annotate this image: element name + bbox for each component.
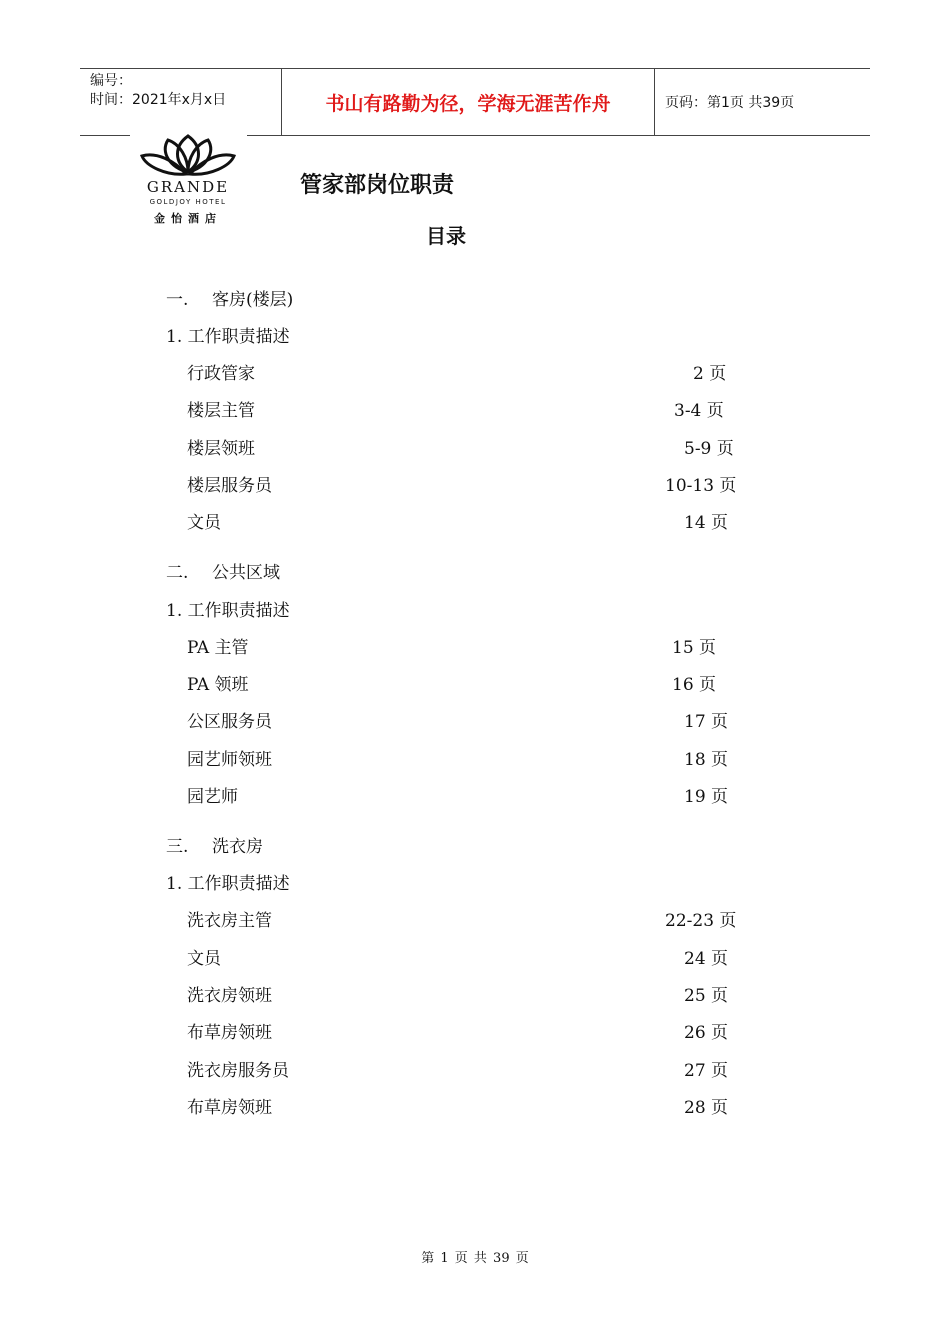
toc-item-label[interactable]: 楼层服务员 (187, 476, 272, 496)
header-motto: 书山有路勤为径，学海无涯苦作舟 (325, 92, 611, 115)
section-number: 一. (166, 290, 189, 310)
toc-item-label[interactable]: 文员 (187, 949, 221, 969)
toc-item-page: 5-9 页 (684, 439, 734, 459)
section-title: 公共区域 (212, 563, 280, 583)
section-title: 洗衣房 (212, 837, 263, 857)
section-number: 三. (166, 837, 189, 857)
header-page-info: 页码：第1页 共39页 (665, 95, 795, 111)
toc-item-label[interactable]: 文员 (187, 513, 221, 533)
toc-item-label[interactable]: 洗衣房服务员 (187, 1061, 289, 1081)
toc-item-label[interactable]: PA 主管 (187, 638, 249, 658)
toc-item-page: 25 页 (684, 986, 729, 1006)
toc-item-label[interactable]: 园艺师领班 (187, 750, 272, 770)
toc-item-page: 10-13 页 (665, 476, 737, 496)
page-footer: 第 1 页 共 39 页 (421, 1251, 529, 1266)
logo-subtitle: GOLDJOY HOTEL (149, 198, 227, 206)
toc-section (166, 832, 263, 857)
section-number: 二. (166, 563, 189, 583)
section-title: 客房(楼层) (212, 290, 294, 310)
toc-item-label[interactable]: 公区服务员 (187, 712, 272, 732)
toc-item-page: 15 页 (672, 638, 717, 658)
time-label: 时间：2021年x月x日 (90, 92, 227, 108)
toc-item-page: 14 页 (684, 513, 729, 533)
toc-item-label[interactable]: 洗衣房领班 (187, 986, 272, 1006)
logo-wordmark: GRANDE (146, 178, 230, 196)
toc-subheading: 1. 工作职责描述 (166, 601, 290, 621)
logo-chinese-name: 金怡酒店 (154, 212, 222, 225)
toc-item-label[interactable]: 行政管家 (187, 364, 255, 384)
toc-item-label[interactable]: 楼层领班 (187, 439, 255, 459)
toc-item-page: 26 页 (684, 1023, 729, 1043)
toc-item-label[interactable]: 楼层主管 (187, 401, 255, 421)
toc-item-label[interactable]: 园艺师 (187, 787, 238, 807)
toc-subheading: 1. 工作职责描述 (166, 327, 290, 347)
serial-label: 编号： (90, 73, 132, 89)
document-title: 管家部岗位职责 (300, 173, 455, 198)
toc-section (166, 285, 293, 310)
toc-item-label[interactable]: 布草房领班 (187, 1023, 272, 1043)
toc-subheading: 1. 工作职责描述 (166, 874, 290, 894)
toc-item-page: 16 页 (672, 675, 717, 695)
toc-item-page: 22-23 页 (665, 911, 737, 931)
toc-item-label[interactable]: 布草房领班 (187, 1098, 272, 1118)
toc-item-label[interactable]: 洗衣房主管 (187, 911, 272, 931)
toc-item-page: 24 页 (684, 949, 729, 969)
toc-item-page: 28 页 (684, 1098, 729, 1118)
toc-item-label[interactable]: PA 领班 (187, 675, 249, 695)
toc-item-page: 2 页 (693, 364, 727, 384)
toc-item-page: 17 页 (684, 712, 729, 732)
toc-title: 目录 (426, 224, 466, 248)
toc-item-page: 19 页 (684, 787, 729, 807)
toc-item-page: 3-4 页 (674, 401, 724, 421)
toc-item-page: 27 页 (684, 1061, 729, 1081)
toc-item-page: 18 页 (684, 750, 729, 770)
toc-section (166, 558, 280, 583)
